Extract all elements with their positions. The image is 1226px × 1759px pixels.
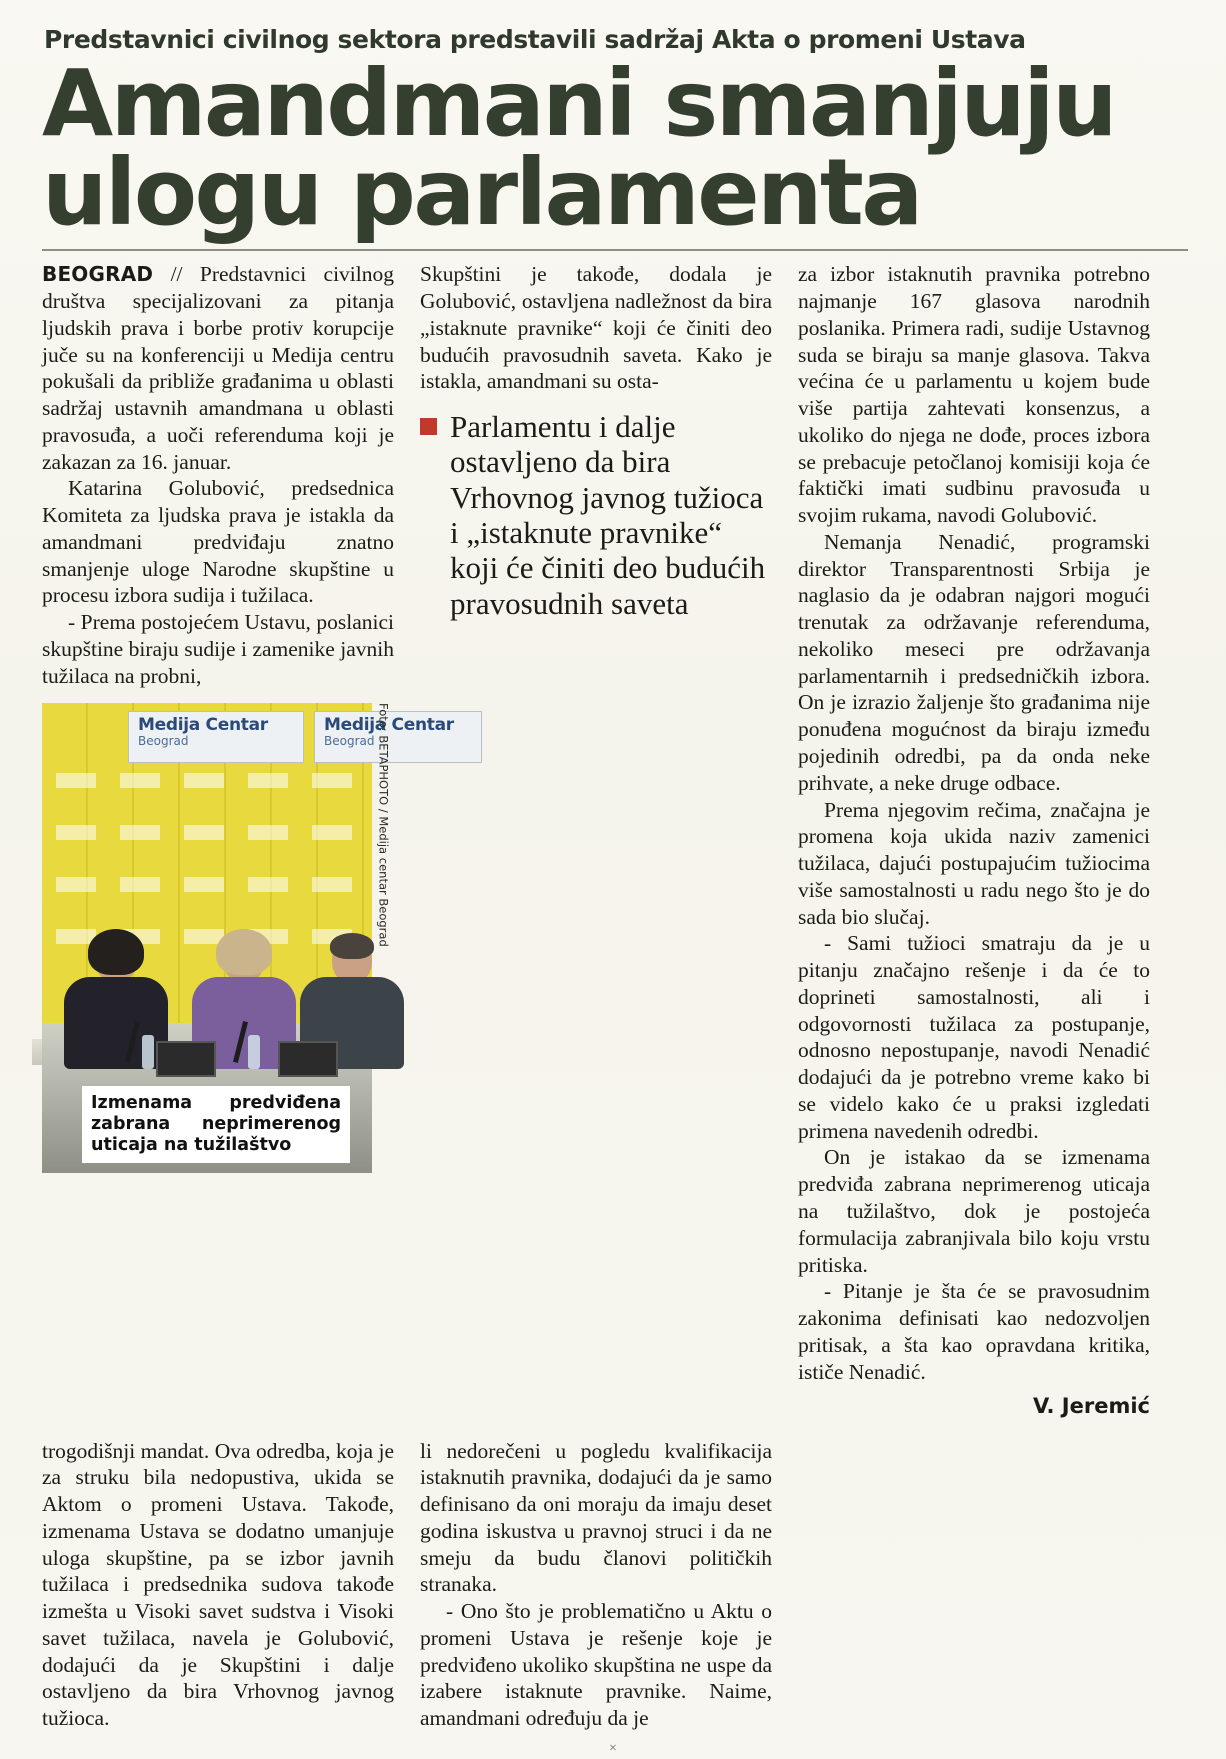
venue-banner-subtitle: Beograd	[138, 734, 189, 749]
photo-credit: Foto: BETAPHOTO / Medija centar Beograd	[376, 703, 391, 948]
hair	[216, 929, 272, 975]
backdrop-logo-icon	[120, 825, 160, 840]
page-title	[42, 49, 1188, 246]
paragraph: - Pitanje je šta će se pravosudnim zakonima definisati kao nedozvoljen pritisak, a šta kao opravdana kritika, ističe Nenadić.	[798, 1279, 1150, 1384]
square-bullet-icon	[420, 418, 437, 435]
column-2-lower	[420, 1438, 772, 1732]
paragraph: - Sami tužioci smatraju da je u pitanju značajno rešenje i da će to doprineti samostalnosti, ali i odgovornosti tužilaca za postupanje, odnosno nepostupanje, navodi Nenadić dodajući da je potrebno vreme kako bi se videlo kako će u praksi izgledati primena navedenih odredbi.	[798, 931, 1150, 1143]
backdrop-logo-icon	[184, 877, 224, 892]
backdrop-logo-icon	[184, 773, 224, 788]
lead-paragraph-text: // Predstavnici civilnog društva specijalizovani za pitanja ljudskih prava i borbe protiv korupcije juče su na konferenciji u Medija centru pokušali da približe građanima u oblasti sadržaj ustavnih amandmana u oblasti pravosuđa, a uoči referenduma koji je zakazan za 16. januar.	[42, 262, 394, 474]
laptop-icon	[278, 1041, 338, 1077]
backdrop-logo-icon	[184, 825, 224, 840]
headline-line-2: ulogu parlamenta	[42, 138, 921, 246]
backdrop-logo-icon	[120, 773, 160, 788]
column-3	[798, 261, 1150, 1419]
headline-line-1: Amandmani smanjuju	[42, 49, 1115, 157]
venue-banner-title: Medija Centar	[324, 715, 454, 736]
paragraph	[42, 261, 394, 475]
backdrop-logo-icon	[56, 773, 96, 788]
backdrop-logo-icon	[312, 773, 352, 788]
paragraph: li nedorečeni u pogledu kvalifikacija istaknutih pravnika, dodajući da je samo definisano da oni moraju da imaju deset godina iskustva u pravnoj struci i da ne smeju da budu članovi političkih stranaka.	[420, 1438, 772, 1597]
backdrop-logo-icon	[56, 877, 96, 892]
photo-caption: Izmenama predviđena zabrana neprimerenog uticaja na tužilaštvo	[82, 1086, 350, 1163]
backdrop-logo-icon	[56, 825, 96, 840]
paragraph: Katarina Golubović, predsednica Komiteta za ljudska prava je istakla da amandmani predviđaju znatno smanjenje uloge Narodne skupštine u procesu izbora sudija i tužilaca.	[42, 476, 394, 608]
paragraph: - Prema postojećem Ustavu, poslanici skupštine biraju sudije i zamenike javnih tužilaca na probni,	[42, 610, 394, 688]
pull-quote-text: Parlamentu i dalje ostavljeno da bira Vrhovnog javnog tužioca i „istaknute pravnike“ koji će činiti deo budućih pravosudnih saveta	[450, 409, 766, 621]
venue-banner-subtitle: Beograd	[324, 734, 375, 749]
paragraph: Skupštini je takođe, dodala je Golubović, ostavljena nadležnost da bira „istaknute pravnike“ koji će činiti deo budućih pravosudnih saveta. Kako je istakla, amandmani su osta-	[420, 262, 772, 394]
kicker: Predstavnici civilnog sektora predstavili sadržaj Akta o promeni Ustava	[44, 25, 1026, 54]
paragraph: za izbor istaknutih pravnika potrebno najmanje 167 glasova narodnih poslanika. Primera radi, sudije Ustavnog suda se biraju sa manje glasova. Takva većina će u parlamentu u kojem bude više partija zahtevati konsenzus, a ukoliko do njega ne dođe, proces izbora se prebacuje petočlanoj komisiji koja će faktički imati sudbinu pravosuđa u svojim rukama, navodi Golubović.	[798, 262, 1150, 528]
backdrop-logo-icon	[120, 877, 160, 892]
paragraph: On je istakao da se izmenama predviđa zabrana neprimerenog uticaja na tužilaštvo, dok je postojeća formulacija zabranjivala bilo koju vrstu pritiska.	[798, 1145, 1150, 1277]
bottle-icon	[142, 1035, 154, 1069]
page-marker: ×	[609, 1741, 617, 1756]
article-columns-upper	[42, 261, 1188, 1419]
venue-banner-title: Medija Centar	[138, 715, 268, 736]
bottle-icon	[248, 1035, 260, 1069]
article-columns-lower	[42, 1438, 1188, 1732]
paragraph: trogodišnji mandat. Ova odredba, koja je za struku bila nedopustiva, ukida se Aktom o promeni Ustava. Takođe, izmenama Ustava se dodatno umanjuje uloga skupštine, pa se izbor javnih tužilaca i predsednika sudova takođe izmešta u Visoki savet sudstva i Visoki savet tužilaca, navela je Golubović, dodajući da je Skupštini i dalje ostavljeno da bira Vrhovnog javnog tužioca.	[42, 1438, 394, 1731]
laptop-icon	[156, 1041, 216, 1077]
backdrop-logo-icon	[248, 825, 288, 840]
paragraph: Prema njegovim rečima, značajna je promena koja ukida naziv zamenici tužilaca, dajući postupajućim tužiocima više samostalnosti u radu nego što je do sada bio slučaj.	[798, 797, 1150, 929]
backdrop-logo-icon	[312, 825, 352, 840]
divider	[42, 249, 1188, 251]
column-2	[420, 261, 772, 627]
pull-quote	[420, 409, 772, 621]
backdrop-logo-icon	[312, 877, 352, 892]
paragraph: Nemanja Nenadić, programski direktor Transparentnosti Srbija je naglasio da je odabran najgori mogući trenutak za održavanje referenduma, nekoliko meseci pre održavanja parlamentarnih i predsedničkih izbora. On je izrazio žaljenje što građanima nije ponuđena mogućnost da biraju između pojedinih odredbi, pa da onda neke prihvate, a neke druge odbace.	[798, 529, 1150, 795]
hair	[88, 929, 144, 975]
hair	[330, 933, 374, 959]
venue-banner	[128, 711, 304, 763]
column-1-lower	[42, 1438, 394, 1732]
byline: V. Jeremić	[1032, 1394, 1150, 1419]
photo-figure	[42, 703, 454, 1173]
column-1	[42, 261, 454, 1173]
venue-banner	[314, 711, 482, 763]
backdrop-logo-icon	[248, 773, 288, 788]
column-3-spacer	[798, 1438, 1150, 1732]
dateline: BEOGRAD	[42, 262, 154, 287]
paragraph: - Ono što je problematično u Aktu o promeni Ustava je rešenje koje je predviđeno ukoliko skupština ne uspe da izabere istaknute pravnike. Naime, amandmani određuju da je	[420, 1599, 772, 1731]
backdrop-logo-icon	[248, 877, 288, 892]
